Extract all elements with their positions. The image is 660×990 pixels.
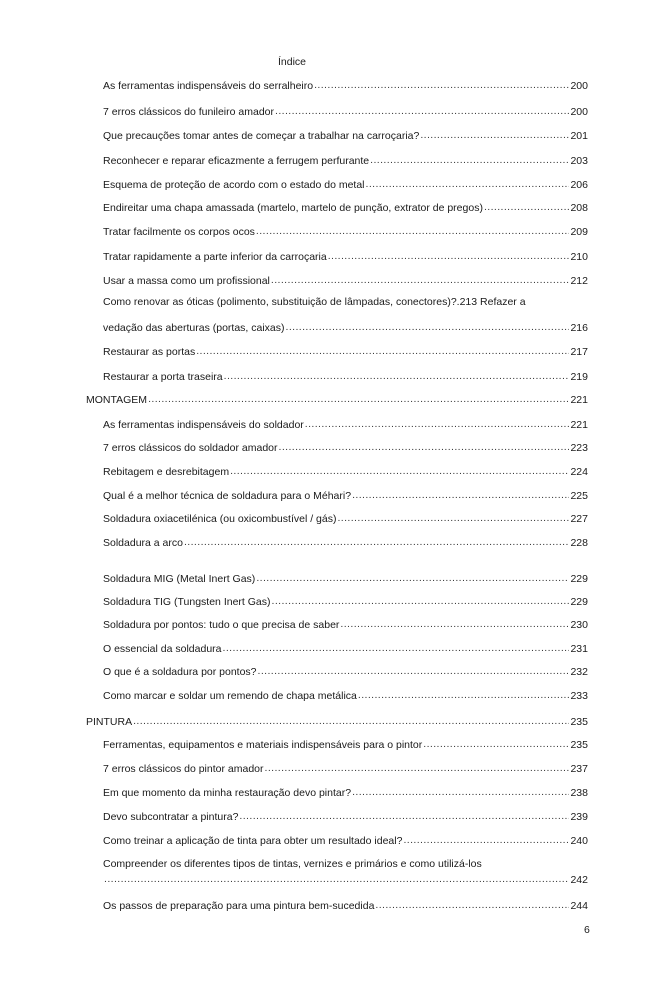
toc-entry-label: Ferramentas, equipamentos e materiais indispensáveis para o pintor [103,738,423,751]
toc-entry-label: Soldadura a arco [103,536,183,549]
toc-entry[interactable] [86,320,588,334]
toc-entry-page: 240 [570,834,588,847]
toc-entry-page: 224 [570,465,588,478]
dot-leader [184,535,569,546]
dot-leader [256,224,570,235]
dot-leader [104,872,569,883]
toc-entry-label: As ferramentas indispensáveis do serralheiro [103,79,314,92]
toc-entry[interactable] [86,761,588,775]
toc-entry-label: Devo subcontratar a pintura? [103,810,239,823]
toc-entry[interactable] [86,392,588,406]
toc-entry[interactable] [86,858,588,870]
toc-entry-page: 227 [570,512,588,525]
toc-entry[interactable] [86,833,588,847]
dot-leader [403,833,569,844]
toc-entry-label: Endireitar uma chapa amassada (martelo, martelo de punção, extrator de pregos) [103,201,483,214]
toc-entry-label: Compreender os diferentes tipos de tintas, vernizes e primários e como utilizá-los [103,858,482,870]
toc-entry[interactable] [86,571,588,585]
dot-leader [271,273,570,284]
toc-entry-label: Usar a massa como um profissional [103,274,270,287]
toc-entry-label: 7 erros clássicos do funileiro amador [103,105,274,118]
toc-entry[interactable] [86,153,588,167]
toc-entry-label: 7 erros clássicos do soldador amador [103,441,278,454]
toc-entry-label: Em que momento da minha restauração devo pintar? [103,786,352,799]
dot-leader [223,641,570,652]
toc-entry[interactable] [86,249,588,263]
toc-entry-label: O essencial da soldadura [103,642,222,655]
dot-leader [366,177,570,188]
toc-entry-page: 219 [570,370,588,383]
toc-entry-page: 203 [570,154,588,167]
toc-entry-label: vedação das aberturas (portas, caixas) [103,321,285,334]
toc-entry-label: Como marcar e soldar um remendo de chapa metálica [103,689,357,702]
dot-leader [328,249,570,260]
dot-leader [340,617,569,628]
toc-entry[interactable] [86,688,588,702]
toc-entry-page: 201 [570,129,588,142]
toc-entry[interactable] [86,511,588,525]
toc-entry-page: 200 [570,79,588,92]
toc-entry-label: Rebitagem e desrebitagem [103,465,230,478]
toc-entry[interactable] [86,128,588,142]
toc-entry-label: As ferramentas indispensáveis do soldador [103,418,304,431]
dot-leader [148,392,569,403]
dot-leader [352,488,569,499]
dot-leader [337,511,569,522]
toc-entry-page: 231 [570,642,588,655]
toc-entry-page: 208 [570,201,588,214]
toc-entry-page: 233 [570,689,588,702]
toc-entry-page: 206 [570,178,588,191]
dot-leader [484,200,570,211]
toc-entry[interactable] [86,296,588,308]
toc-entry[interactable] [86,714,588,728]
dot-leader [305,417,570,428]
toc-entry-page: 221 [570,393,588,406]
toc-entry[interactable] [86,417,588,431]
toc-entry[interactable] [86,737,588,751]
dot-leader [230,464,569,475]
dot-leader [265,761,570,772]
toc-entry-label: Restaurar a porta traseira [103,370,223,383]
toc-entry[interactable] [86,488,588,502]
toc-entry[interactable] [86,224,588,238]
toc-entry-label: Esquema de proteção de acordo com o estado do metal [103,178,365,191]
toc-entry-page: 225 [570,489,588,502]
toc-entry-label: Os passos de preparação para uma pintura bem-sucedida [103,899,375,912]
toc-entry-page: 229 [570,572,588,585]
dot-leader [286,320,570,331]
dot-leader [239,809,569,820]
toc-entry-label: 7 erros clássicos do pintor amador [103,762,264,775]
dot-leader [224,369,570,380]
toc-entry-page: 223 [570,441,588,454]
toc-entry[interactable] [86,464,588,478]
toc-entry-label: MONTAGEM [86,393,148,406]
toc-entry[interactable] [86,177,588,191]
toc-entry[interactable] [86,200,588,214]
toc-entry-label: Tratar facilmente os corpos ocos [103,225,255,238]
toc-entry[interactable] [86,369,588,383]
toc-entry[interactable] [86,898,588,912]
toc-entry-page: 200 [570,105,588,118]
toc-entry-page: 217 [570,345,588,358]
toc-entry-page: 210 [570,250,588,263]
index-title: Índice [278,56,307,68]
toc-entry[interactable] [86,535,588,549]
toc-entry-page: 221 [570,418,588,431]
dot-leader [279,440,570,451]
toc-entry-page: 209 [570,225,588,238]
toc-entry[interactable] [86,872,588,886]
toc-entry-label: Que precauções tomar antes de começar a trabalhar na carroçaria? [103,129,420,142]
dot-leader [423,737,569,748]
toc-entry[interactable] [86,617,588,631]
page-number: 6 [584,924,590,936]
toc-entry[interactable] [86,104,588,118]
toc-entry-page: 235 [570,715,588,728]
toc-entry-label: Soldadura oxiacetilénica (ou oxicombustível / gás) [103,512,337,525]
toc-entry-label: Tratar rapidamente a parte inferior da carroçaria [103,250,327,263]
toc-entry-page: 238 [570,786,588,799]
toc-entry-page: 229 [570,595,588,608]
toc-entry-page: 216 [570,321,588,334]
toc-entry-label: PINTURA [86,715,133,728]
toc-entry-page: 228 [570,536,588,549]
toc-entry-page: 212 [570,274,588,287]
toc-entry-label: Como treinar a aplicação de tinta para obter um resultado ideal? [103,834,403,847]
dot-leader [133,714,569,725]
dot-leader [352,785,569,796]
dot-leader [256,571,569,582]
toc-entry[interactable] [86,809,588,823]
dot-leader [196,344,569,355]
toc-entry-label: Soldadura por pontos: tudo o que precisa de saber [103,618,340,631]
toc-entry-page: 237 [570,762,588,775]
dot-leader [314,78,569,89]
toc-entry[interactable] [86,664,588,678]
dot-leader [375,898,569,909]
dot-leader [275,104,569,115]
dot-leader [258,664,570,675]
toc-entry-label: Soldadura TIG (Tungsten Inert Gas) [103,595,271,608]
dot-leader [272,594,570,605]
toc-entry-page: 242 [570,873,588,886]
toc-entry[interactable] [86,273,588,287]
toc-entry-label: Qual é a melhor técnica de soldadura para o Méhari? [103,489,352,502]
dot-leader [358,688,570,699]
toc-entry[interactable] [86,440,588,454]
toc-entry-page: 235 [570,738,588,751]
toc-entry-label: Restaurar as portas [103,345,196,358]
toc-entry-page: 232 [570,665,588,678]
toc-entry-page: 244 [570,899,588,912]
toc-entry[interactable] [86,785,588,799]
toc-entry[interactable] [86,344,588,358]
toc-entry-label: O que é a soldadura por pontos? [103,665,257,678]
dot-leader [420,128,569,139]
toc-entry[interactable] [86,78,588,92]
toc-entry-label: Soldadura MIG (Metal Inert Gas) [103,572,256,585]
toc-entry[interactable] [86,641,588,655]
toc-entry-label: Como renovar as óticas (polimento, substituição de lâmpadas, conectores)?.213 Refazer a [103,296,526,308]
toc-entry-page: 230 [570,618,588,631]
toc-entry-label: Reconhecer e reparar eficazmente a ferrugem perfurante [103,154,370,167]
dot-leader [370,153,569,164]
toc-entry-page: 239 [570,810,588,823]
toc-entry[interactable] [86,594,588,608]
